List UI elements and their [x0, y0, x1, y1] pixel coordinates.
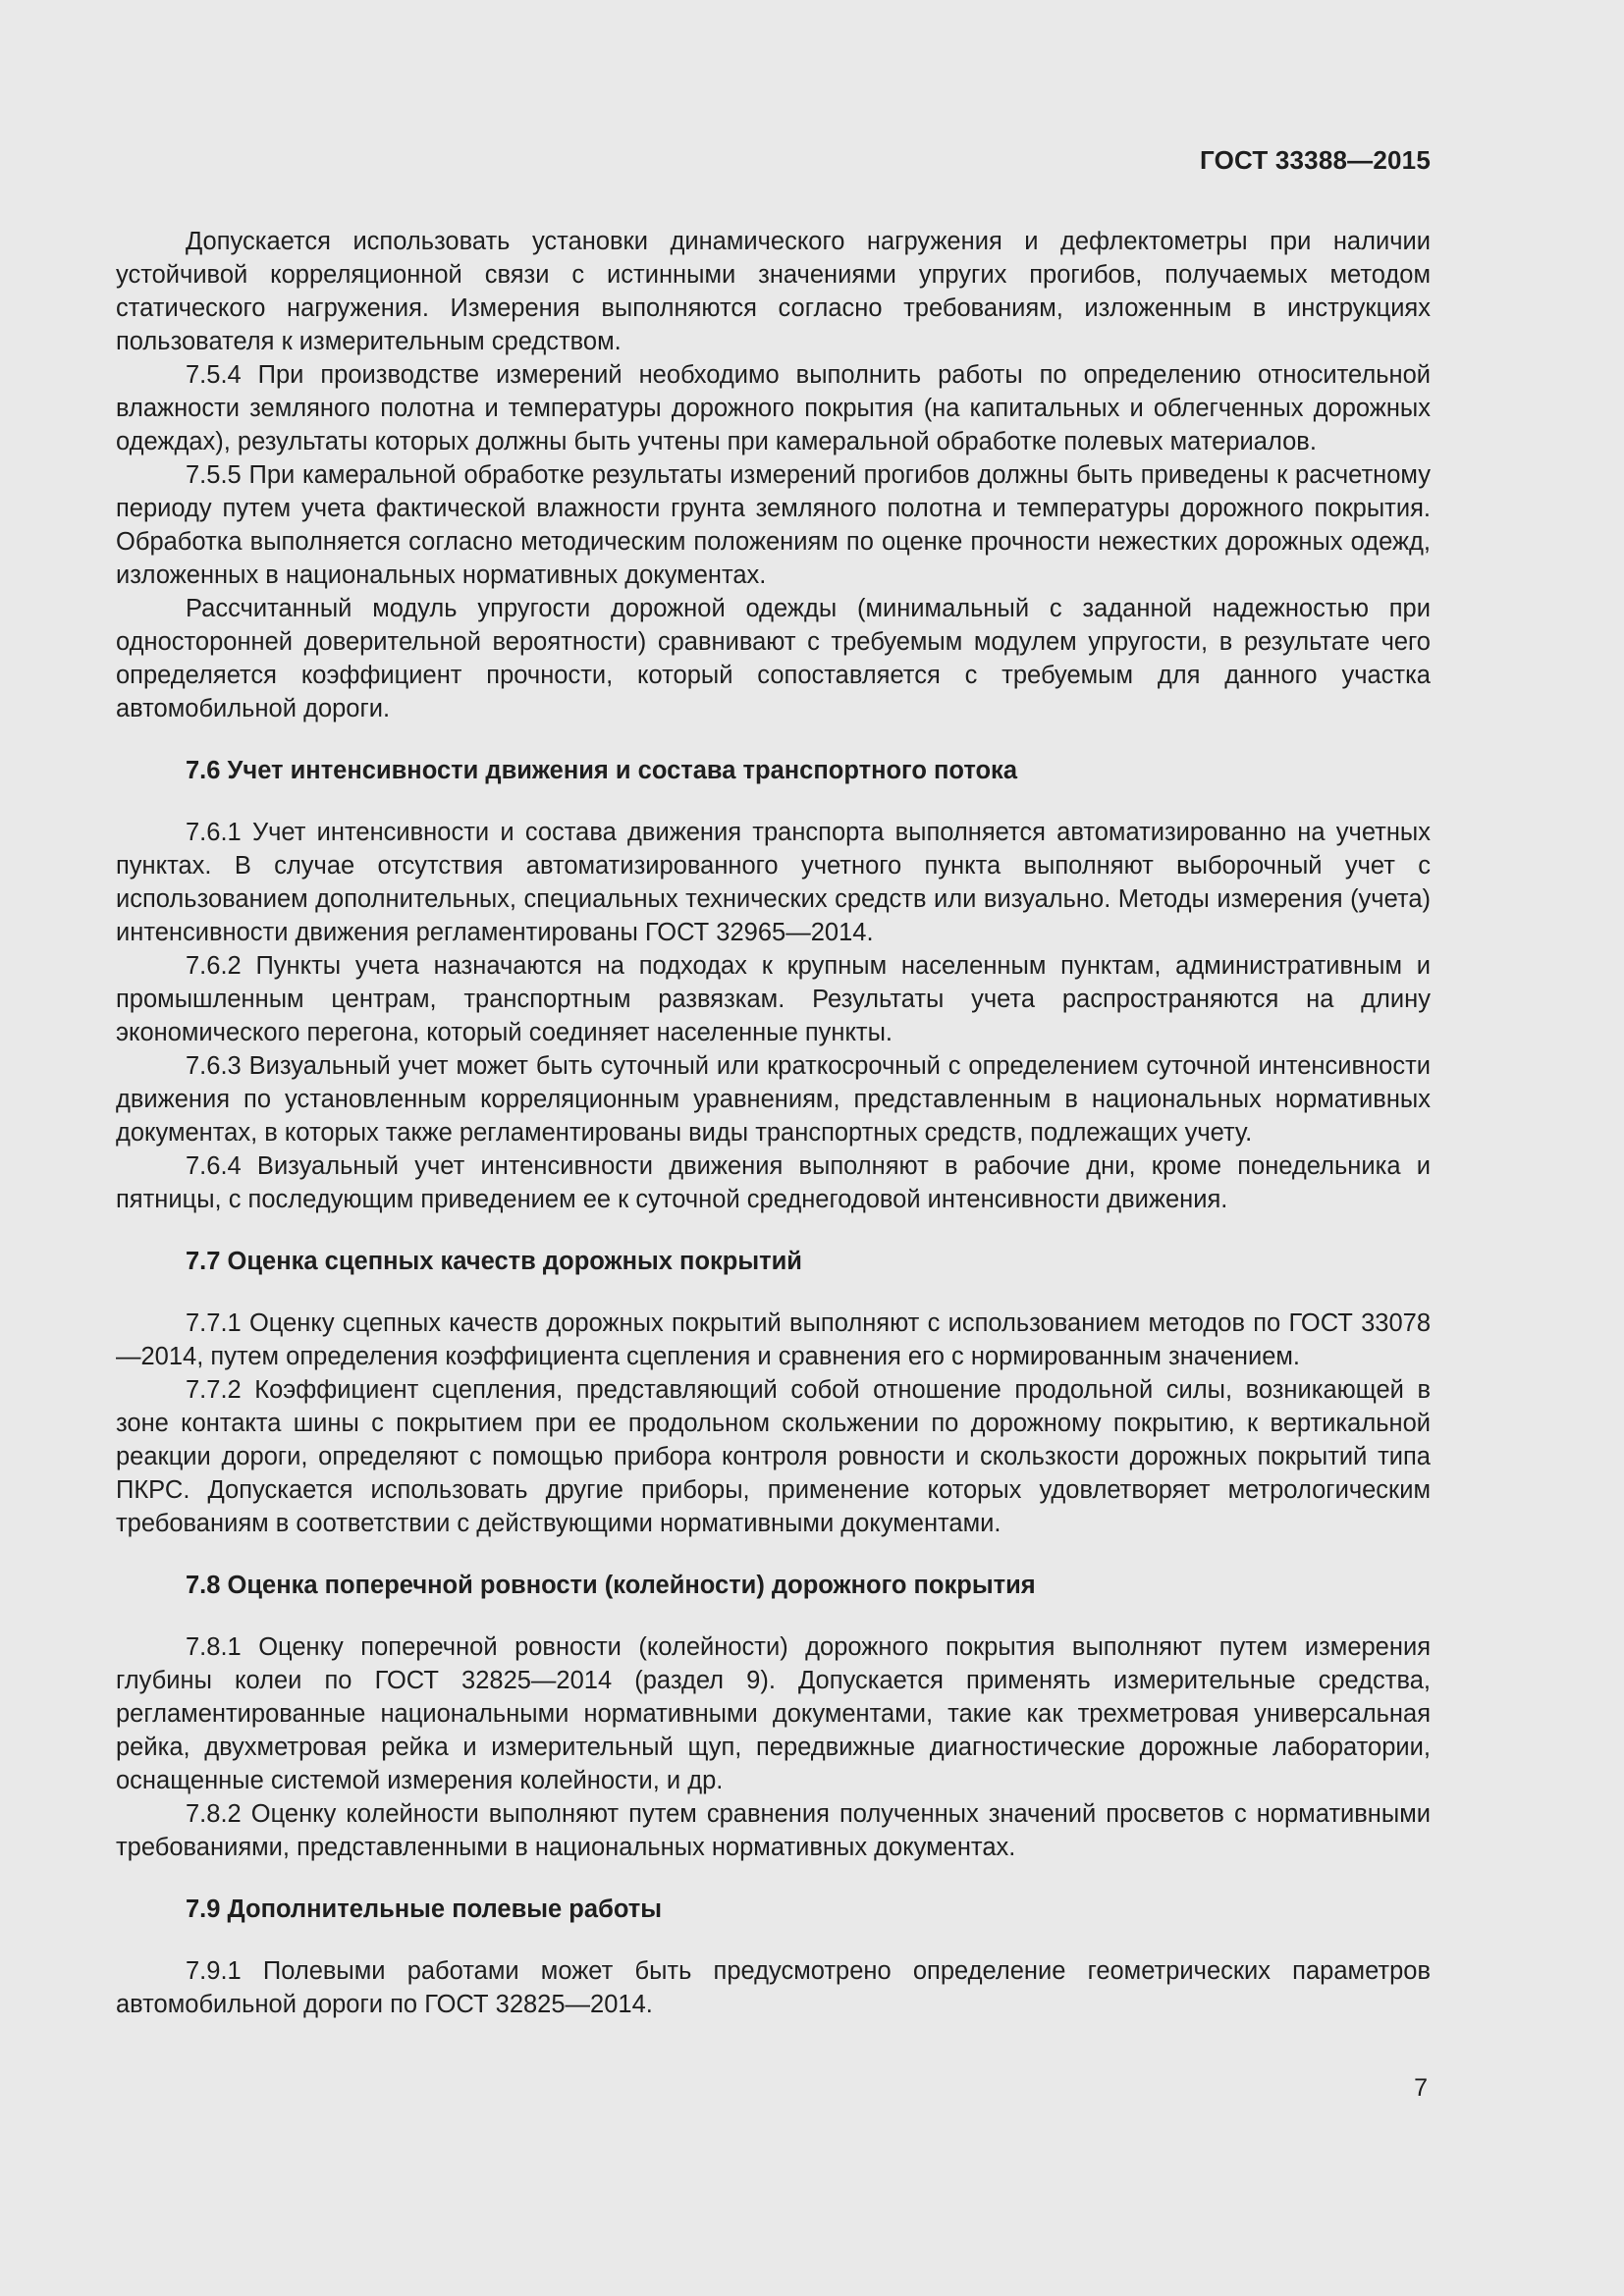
paragraph-7-7-2: 7.7.2 Коэффициент сцепления, представляющий собой отношение продольной силы, возникающей в зоне контакта шины с покрытием при ее продольном скольжении по дорожному покрытию, к вертикальной реакции дороги, определяют с помощью прибора контроля ровности и скользкости дорожных покрытий типа ПКРС. Допускается использовать другие приборы, применение которых удовлетворяет метрологическим требованиям в соответствии с действующими нормативными документами.	[116, 1376, 1431, 1537]
paragraph-modulus: Рассчитанный модуль упругости дорожной одежды (минимальный с заданной надежностью при односторонней доверительной вероятности) сравнивают с требуемым модулем упругости, в результате чего определяется коэффициент прочности, который сопоставляется с требуемым для данного участка автомобильной дороги.	[116, 595, 1431, 722]
section-heading-7-8: 7.8 Оценка поперечной ровности (колейности) дорожного покрытия	[186, 1572, 1036, 1599]
paragraph-7-6-4: 7.6.4 Визуальный учет интенсивности движения выполняют в рабочие дни, кроме понедельника и пятницы, с последующим приведением ее к суточной среднегодовой интенсивности движения.	[116, 1152, 1431, 1213]
paragraph-7-5-4: 7.5.4 При производстве измерений необходимо выполнить работы по определению относительной влажности земляного полотна и температуры дорожного покрытия (на капитальных и облегченных дорожных одеждах), результаты которых должны быть учтены при камеральной обработке полевых материалов.	[116, 361, 1431, 455]
paragraph-intro: Допускается использовать установки динамического нагружения и дефлектометры при наличии устойчивой корреляционной связи с истинными значениями упругих прогибов, получаемых методом статического нагружения. Измерения выполняются согласно требованиям, изложенным в инструкциях пользователя к измерительным средством.	[116, 228, 1431, 355]
paragraph-7-7-1: 7.7.1 Оценку сцепных качеств дорожных покрытий выполняют с использованием методов по ГОСТ 33078—2014, путем определения коэффициента сцепления и сравнения его с нормированным значением.	[116, 1309, 1431, 1370]
paragraph-7-6-2: 7.6.2 Пункты учета назначаются на подходах к крупным населенным пунктам, административным и промышленным центрам, транспортным развязкам. Результаты учета распространяются на длину экономического перегона, который соединяет населенные пункты.	[116, 952, 1431, 1046]
paragraph-7-8-1: 7.8.1 Оценку поперечной ровности (колейности) дорожного покрытия выполняют путем измерения глубины колеи по ГОСТ 32825—2014 (раздел 9). Допускается применять измерительные средства, регламентированные национальными нормативными документами, такие как трехметровая универсальная рейка, двухметровая рейка и измерительный щуп, передвижные диагностические дорожные лаборатории, оснащенные системой измерения колейности, и др.	[116, 1633, 1431, 1794]
paragraph-7-6-1: 7.6.1 Учет интенсивности и состава движения транспорта выполняется автоматизированно на учетных пунктах. В случае отсутствия автоматизированного учетного пункта выполняют выборочный учет с использованием дополнительных, специальных технических средств или визуально. Методы измерения (учета) интенсивности движения регламентированы ГОСТ 32965—2014.	[116, 819, 1431, 946]
document-id-header: ГОСТ 33388—2015	[1200, 145, 1431, 175]
document-body	[116, 225, 1431, 2021]
paragraph-7-8-2: 7.8.2 Оценку колейности выполняют путем сравнения полученных значений просветов с нормативными требованиями, представленными в национальных нормативных документах.	[116, 1800, 1431, 1861]
page-number: 7	[1414, 2074, 1428, 2102]
section-heading-7-7: 7.7 Оценка сцепных качеств дорожных покрытий	[186, 1248, 802, 1275]
paragraph-7-6-3: 7.6.3 Визуальный учет может быть суточный или краткосрочный с определением суточной интенсивности движения по установленным корреляционным уравнениям, представленным в национальных нормативных документах, в которых также регламентированы виды транспортных средств, подлежащих учету.	[116, 1052, 1431, 1147]
paragraph-7-9-1: 7.9.1 Полевыми работами может быть предусмотрено определение геометрических параметров автомобильной дороги по ГОСТ 32825—2014.	[116, 1957, 1431, 2018]
section-heading-7-6: 7.6 Учет интенсивности движения и состава транспортного потока	[186, 757, 1018, 784]
section-heading-7-9: 7.9 Дополнительные полевые работы	[186, 1896, 663, 1923]
paragraph-7-5-5: 7.5.5 При камеральной обработке результаты измерений прогибов должны быть приведены к расчетному периоду путем учета фактической влажности грунта земляного полотна и температуры дорожного покрытия. Обработка выполняется согласно методическим положениям по оценке прочности нежестких дорожных одежд, изложенных в национальных нормативных документах.	[116, 461, 1431, 589]
